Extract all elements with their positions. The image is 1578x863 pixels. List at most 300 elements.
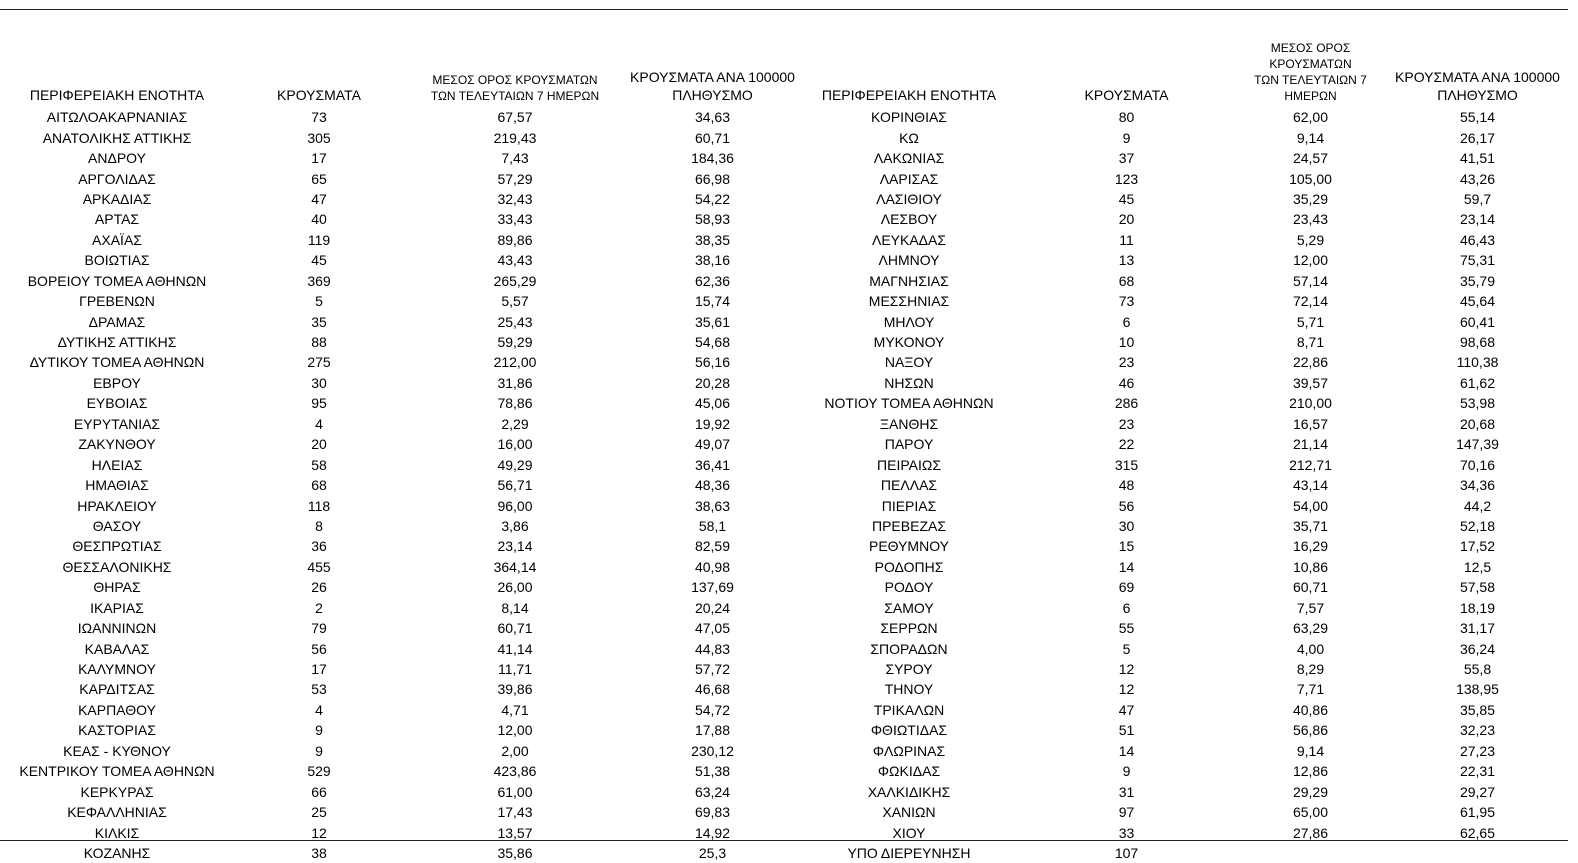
- cases-value-left: 369: [307, 272, 331, 289]
- cases-value-right: 123: [1114, 170, 1139, 187]
- per100k-value-left: 14,92: [694, 824, 731, 841]
- avg7-value-right: 39,57: [1292, 374, 1329, 391]
- table-row: [0, 107, 1568, 127]
- cases-value-left: 26: [311, 579, 327, 596]
- avg7-value-right: 210,00: [1289, 395, 1332, 412]
- header-per100k-left: [626, 40, 799, 107]
- cases-value-left: 53: [311, 681, 327, 698]
- region-name-right: ΚΟΡΙΝΘΙΑΣ: [871, 109, 947, 126]
- table-row: [0, 168, 1568, 188]
- region-name-right: ΜΥΚΟΝΟΥ: [873, 334, 945, 351]
- avg7-value-right: 57,14: [1292, 272, 1329, 289]
- per100k-value-left: 63,24: [694, 783, 731, 800]
- avg7-value-right: 56,86: [1292, 722, 1329, 739]
- avg7-value-left: 59,29: [497, 334, 533, 351]
- region-name-left: ΓΡΕΒΕΝΩΝ: [79, 293, 155, 310]
- cases-value-right: 23: [1118, 415, 1135, 432]
- per100k-value-left: 38,16: [694, 252, 731, 269]
- region-name-right: ΛΗΜΝΟΥ: [878, 252, 940, 269]
- region-name-right: ΡΕΘΥΜΝΟΥ: [868, 538, 949, 555]
- cases-value-left: 17: [311, 661, 327, 678]
- cases-value-right: 286: [1114, 395, 1139, 412]
- per100k-value-left: 58,1: [698, 517, 727, 534]
- per100k-value-left: 15,74: [694, 293, 731, 310]
- cases-value-right: 9: [1122, 129, 1131, 146]
- per100k-value-left: 54,68: [694, 334, 731, 351]
- header-per100k-right: [1387, 40, 1568, 107]
- per100k-value-right: 98,68: [1459, 334, 1496, 351]
- region-name-left: ΚΑΡΠΑΘΟΥ: [78, 701, 156, 718]
- table-row: [0, 598, 1568, 618]
- cases-value-left: 4: [315, 701, 323, 718]
- per100k-value-right: 36,24: [1459, 640, 1496, 657]
- region-name-right: ΛΑΚΩΝΙΑΣ: [873, 150, 945, 167]
- avg7-value-left: 25,43: [497, 313, 533, 330]
- header-avg-right: [1234, 40, 1387, 107]
- per100k-value-left: 56,16: [694, 354, 731, 371]
- per100k-value-right: 34,36: [1459, 477, 1496, 494]
- cases-value-right: 11: [1119, 231, 1134, 248]
- avg7-value-right: 43,14: [1292, 477, 1329, 494]
- cases-value-left: 65: [311, 170, 327, 187]
- avg7-value-right: 16,29: [1292, 538, 1329, 555]
- header-avg-left: [404, 40, 626, 107]
- cases-value-right: 47: [1118, 701, 1135, 718]
- region-name-right: ΤΗΝΟΥ: [884, 681, 934, 698]
- table-row: [0, 679, 1568, 699]
- region-name-left: ΑΝΑΤΟΛΙΚΗΣ ΑΤΤΙΚΗΣ: [42, 129, 192, 146]
- per100k-value-left: 82,59: [694, 538, 731, 555]
- cases-value-left: 35: [311, 313, 327, 330]
- cases-value-left: 58: [311, 456, 327, 473]
- per100k-value-right: 18,19: [1459, 599, 1496, 616]
- cases-value-left: 36: [311, 538, 327, 555]
- avg7-value-left: 61,00: [497, 783, 533, 800]
- per100k-value-left: 17,88: [694, 722, 731, 739]
- per100k-value-right: 57,58: [1459, 579, 1496, 596]
- per100k-value-right: 55,8: [1463, 661, 1492, 678]
- cases-value-left: 12: [311, 824, 327, 841]
- table-row: [0, 414, 1568, 434]
- cases-value-left: 88: [311, 334, 327, 351]
- region-name-right: ΛΑΡΙΣΑΣ: [879, 170, 939, 187]
- region-name-left: ΑΝΔΡΟΥ: [88, 150, 146, 167]
- region-name-left: ΗΜΑΘΙΑΣ: [85, 477, 149, 494]
- avg7-value-left: 56,71: [497, 477, 533, 494]
- cases-value-right: 14: [1118, 742, 1135, 759]
- avg7-value-left: 212,00: [493, 354, 537, 371]
- per100k-value-left: 35,61: [694, 313, 731, 330]
- cases-value-right: 30: [1118, 517, 1135, 534]
- avg7-value-right: 65,00: [1292, 804, 1329, 821]
- region-name-left: ΘΕΣΣΑΛΟΝΙΚΗΣ: [62, 558, 172, 575]
- avg7-value-left: 33,43: [497, 211, 533, 228]
- table-row: [0, 638, 1568, 658]
- cases-value-right: 14: [1118, 558, 1135, 575]
- per100k-value-right: 52,18: [1459, 517, 1496, 534]
- cases-value-left: 17: [311, 150, 327, 167]
- region-name-left: ΕΒΡΟΥ: [93, 374, 141, 391]
- avg7-value-left: 3,86: [501, 517, 529, 534]
- region-name-right: ΣΑΜΟΥ: [884, 599, 934, 616]
- avg7-value-left: 89,86: [497, 231, 533, 248]
- cases-value-right: 56: [1118, 497, 1135, 514]
- table-row: [0, 373, 1568, 393]
- region-name-left: ΚΑΡΔΙΤΣΑΣ: [79, 681, 155, 698]
- region-name-left: ΖΑΚΥΝΘΟΥ: [78, 436, 156, 453]
- cases-value-left: 305: [307, 129, 331, 146]
- cases-value-right: 31: [1118, 783, 1135, 800]
- avg7-value-right: 105,00: [1289, 170, 1332, 187]
- region-name-right: ΥΠΟ ΔΙΕΡΕΥΝΗΣΗ: [847, 844, 971, 861]
- cases-value-left: 275: [307, 354, 331, 371]
- per100k-value-left: 20,24: [694, 599, 731, 616]
- avg7-value-left: 60,71: [497, 620, 533, 637]
- region-name-right: ΜΕΣΣΗΝΙΑΣ: [868, 293, 950, 310]
- per100k-value-left: 45,06: [694, 395, 731, 412]
- region-name-right: ΣΕΡΡΩΝ: [880, 620, 938, 637]
- region-name-right: ΦΛΩΡΙΝΑΣ: [872, 742, 946, 759]
- avg7-value-right: 7,71: [1296, 681, 1325, 698]
- per100k-value-right: 35,85: [1459, 701, 1496, 718]
- region-name-right: ΠΕΙΡΑΙΩΣ: [877, 456, 941, 473]
- cases-value-left: 38: [311, 844, 327, 861]
- avg7-value-left: 7,43: [501, 150, 529, 167]
- avg7-value-left: 67,57: [497, 109, 533, 126]
- region-name-left: ΚΕΑΣ - ΚΥΘΝΟΥ: [63, 742, 171, 759]
- header-avg-line1: ΜΕΣΟΣ ΟΡΟΣ ΚΡΟΥΣΜΑΤΩΝ: [1269, 41, 1352, 71]
- per100k-value-left: 44,83: [694, 640, 731, 657]
- per100k-value-left: 25,3: [698, 844, 727, 861]
- header-cases-right: ΚΡΟΥΣΜΑΤΑ: [1084, 87, 1169, 103]
- region-name-right: ΜΗΛΟΥ: [883, 313, 935, 330]
- avg7-value-right: 16,57: [1292, 415, 1329, 432]
- cases-value-right: 97: [1118, 804, 1135, 821]
- per100k-value-right: 17,52: [1459, 538, 1496, 555]
- cases-value-right: 69: [1118, 579, 1135, 596]
- region-name-left: ΘΕΣΠΡΩΤΙΑΣ: [72, 538, 162, 555]
- avg7-value-left: 96,00: [497, 497, 533, 514]
- table-row: [0, 434, 1568, 454]
- per100k-value-right: 32,23: [1459, 722, 1496, 739]
- table-row: [0, 659, 1568, 679]
- per100k-value-right: 46,43: [1459, 231, 1496, 248]
- table-row: [0, 741, 1568, 761]
- per100k-value-right: 23,14: [1459, 211, 1496, 228]
- per100k-value-left: 49,07: [694, 436, 731, 453]
- table-row: [0, 475, 1568, 495]
- avg7-value-right: 35,29: [1292, 190, 1329, 207]
- avg7-value-right: 4,00: [1296, 640, 1325, 657]
- table-row: [0, 495, 1568, 515]
- avg7-value-left: 16,00: [497, 436, 533, 453]
- region-name-left: ΚΕΡΚΥΡΑΣ: [80, 783, 154, 800]
- cases-value-right: 9: [1122, 763, 1131, 780]
- avg7-value-right: 5,29: [1296, 231, 1325, 248]
- per100k-value-left: 58,93: [694, 211, 731, 228]
- cases-value-right: 315: [1114, 456, 1139, 473]
- avg7-value-right: 10,86: [1292, 558, 1329, 575]
- per100k-value-right: 26,17: [1459, 129, 1496, 146]
- region-name-right: ΛΑΣΙΘΙΟΥ: [876, 190, 942, 207]
- per100k-value-right: 12,5: [1463, 558, 1492, 575]
- per100k-value-right: 70,16: [1459, 456, 1496, 473]
- cases-value-right: 22: [1118, 436, 1135, 453]
- per100k-value-left: 38,35: [694, 231, 731, 248]
- cases-value-right: 20: [1118, 211, 1135, 228]
- region-name-left: ΚΟΖΑΝΗΣ: [83, 844, 151, 861]
- per100k-value-left: 60,71: [694, 129, 731, 146]
- table-row: [0, 557, 1568, 577]
- avg7-value-left: 11,71: [498, 661, 532, 678]
- avg7-value-right: 7,57: [1296, 599, 1325, 616]
- avg7-value-right: 8,71: [1296, 334, 1325, 351]
- avg7-value-right: 62,00: [1292, 109, 1329, 126]
- per100k-value-left: 20,28: [694, 374, 731, 391]
- header-cases-left: ΚΡΟΥΣΜΑΤΑ: [277, 87, 361, 103]
- avg7-value-left: 39,86: [497, 681, 533, 698]
- avg7-value-left: 423,86: [493, 763, 537, 780]
- cases-value-left: 45: [311, 252, 327, 269]
- cases-value-right: 37: [1118, 150, 1135, 167]
- table-row: [0, 516, 1568, 536]
- cases-value-left: 5: [315, 293, 323, 310]
- region-name-left: ΑΡΚΑΔΙΑΣ: [82, 190, 152, 207]
- cases-value-left: 8: [315, 517, 323, 534]
- cases-value-right: 23: [1118, 354, 1135, 371]
- cases-value-left: 68: [311, 477, 327, 494]
- avg7-value-left: 8,14: [501, 599, 529, 616]
- table-row: [0, 332, 1568, 352]
- region-name-right: ΝΑΞΟΥ: [884, 354, 934, 371]
- header-region-left: ΠΕΡΙΦΕΡΕΙΑΚΗ ΕΝΟΤΗΤΑ: [29, 87, 205, 103]
- header-per-line2: ΠΛΗΘΥΣΜΟ: [672, 87, 753, 103]
- cases-value-left: 2: [315, 599, 323, 616]
- region-name-left: ΒΟΡΕΙΟΥ ΤΟΜΕΑ ΑΘΗΝΩΝ: [27, 272, 207, 289]
- header-avg-line1: ΜΕΣΟΣ ΟΡΟΣ ΚΡΟΥΣΜΑΤΩΝ: [432, 73, 598, 87]
- region-name-left: ΗΡΑΚΛΕΙΟΥ: [77, 497, 157, 514]
- per100k-value-right: 20,68: [1459, 415, 1496, 432]
- region-name-right: ΡΟΔΟΠΗΣ: [874, 558, 944, 575]
- avg7-value-right: 9,14: [1296, 129, 1325, 146]
- table-row: [0, 189, 1568, 209]
- cases-value-left: 118: [307, 497, 331, 514]
- region-name-right: ΠΕΛΛΑΣ: [880, 477, 938, 494]
- cases-value-left: 95: [311, 395, 327, 412]
- cases-value-left: 4: [315, 415, 323, 432]
- avg7-value-right: 22,86: [1292, 354, 1329, 371]
- table-row: [0, 291, 1568, 311]
- avg7-value-left: 35,86: [497, 844, 533, 861]
- region-name-left: ΑΡΓΟΛΙΔΑΣ: [78, 170, 156, 187]
- region-name-right: ΝΗΣΩΝ: [884, 374, 934, 391]
- region-name-right: ΚΩ: [899, 129, 919, 146]
- header-region-right: ΠΕΡΙΦΕΡΕΙΑΚΗ ΕΝΟΤΗΤΑ: [821, 87, 997, 103]
- avg7-value-right: 40,86: [1292, 701, 1329, 718]
- avg7-value-left: 364,14: [493, 558, 537, 575]
- avg7-value-left: 49,29: [497, 456, 533, 473]
- per100k-value-left: 184,36: [691, 150, 734, 167]
- table-row: [0, 536, 1568, 556]
- header-per-line1: ΚΡΟΥΣΜΑΤΑ ΑΝΑ 100000: [1395, 69, 1560, 85]
- per100k-value-left: 54,72: [694, 701, 731, 718]
- table-row: [0, 454, 1568, 474]
- top-border-line: [0, 9, 1568, 10]
- cases-value-right: 13: [1118, 252, 1135, 269]
- per100k-value-right: 31,17: [1459, 620, 1496, 637]
- table-row: [0, 393, 1568, 413]
- cases-value-right: 5: [1122, 640, 1131, 657]
- cases-value-left: 66: [311, 783, 327, 800]
- cases-value-right: 45: [1118, 190, 1135, 207]
- per100k-value-right: 43,26: [1459, 170, 1496, 187]
- table-body: [0, 107, 1568, 863]
- cases-value-left: 79: [311, 620, 327, 637]
- per100k-value-right: 61,62: [1459, 374, 1496, 391]
- table-row: [0, 148, 1568, 168]
- per100k-value-left: 34,63: [694, 109, 731, 126]
- cases-value-right: 48: [1118, 477, 1135, 494]
- avg7-value-left: 23,14: [497, 538, 533, 555]
- per100k-value-right: 45,64: [1459, 293, 1496, 310]
- region-name-left: ΑΙΤΩΛΟΑΚΑΡΝΑΝΙΑΣ: [46, 109, 188, 126]
- cases-value-right: 33: [1118, 824, 1135, 841]
- avg7-value-left: 2,29: [501, 415, 529, 432]
- table-row: [0, 700, 1568, 720]
- cases-value-left: 56: [311, 640, 327, 657]
- avg7-value-right: 24,57: [1292, 150, 1329, 167]
- cases-value-left: 47: [311, 190, 327, 207]
- cases-value-right: 80: [1118, 109, 1135, 126]
- table-row: [0, 843, 1568, 863]
- avg7-value-right: 5,71: [1296, 313, 1325, 330]
- table-row: [0, 761, 1568, 781]
- cases-value-right: 107: [1114, 844, 1139, 861]
- table-row: [0, 577, 1568, 597]
- per100k-value-left: 54,22: [694, 190, 731, 207]
- region-name-right: ΣΥΡΟΥ: [885, 661, 933, 678]
- avg7-value-left: 26,00: [497, 579, 533, 596]
- bottom-border-line: [0, 840, 1568, 841]
- region-name-left: ΒΟΙΩΤΙΑΣ: [84, 252, 150, 269]
- per100k-value-right: 75,31: [1459, 252, 1496, 269]
- avg7-value-right: 12,00: [1292, 252, 1329, 269]
- region-name-right: ΠΑΡΟΥ: [884, 436, 934, 453]
- region-name-right: ΝΟΤΙΟΥ ΤΟΜΕΑ ΑΘΗΝΩΝ: [824, 395, 994, 412]
- per100k-value-right: 53,98: [1459, 395, 1496, 412]
- region-name-right: ΤΡΙΚΑΛΩΝ: [873, 701, 945, 718]
- per100k-value-left: 51,38: [694, 763, 731, 780]
- avg7-value-left: 12,00: [497, 722, 533, 739]
- per100k-value-left: 230,12: [691, 742, 734, 759]
- region-name-right: ΡΟΔΟΥ: [884, 579, 934, 596]
- avg7-value-right: 9,14: [1296, 742, 1325, 759]
- per100k-value-right: 27,23: [1459, 742, 1496, 759]
- cases-value-right: 6: [1122, 599, 1131, 616]
- region-name-left: ΕΥΒΟΙΑΣ: [86, 395, 148, 412]
- per100k-value-right: 22,31: [1459, 763, 1496, 780]
- header-avg-line2: ΤΩΝ ΤΕΛΕΥΤΑΙΩΝ 7 ΗΜΕΡΩΝ: [1254, 73, 1367, 103]
- table-row: [0, 311, 1568, 331]
- region-name-left: ΚΑΒΑΛΑΣ: [84, 640, 150, 657]
- table-row: [0, 720, 1568, 740]
- region-name-right: ΛΕΥΚΑΔΑΣ: [871, 231, 947, 248]
- cases-value-left: 9: [315, 742, 323, 759]
- avg7-value-right: 63,29: [1292, 620, 1329, 637]
- region-name-left: ΔΡΑΜΑΣ: [88, 313, 146, 330]
- table-row: [0, 781, 1568, 801]
- per100k-value-left: 66,98: [694, 170, 731, 187]
- cases-value-left: 25: [311, 804, 327, 821]
- region-name-right: ΣΠΟΡΑΔΩΝ: [870, 640, 948, 657]
- avg7-value-right: 212,71: [1289, 456, 1332, 473]
- per100k-value-left: 62,36: [694, 272, 731, 289]
- per100k-value-right: 29,27: [1459, 783, 1496, 800]
- per100k-value-right: 44,2: [1463, 497, 1492, 514]
- cases-value-right: 12: [1118, 661, 1135, 678]
- region-name-left: ΔΥΤΙΚΟΥ ΤΟΜΕΑ ΑΘΗΝΩΝ: [29, 354, 205, 371]
- per100k-value-right: 35,79: [1459, 272, 1496, 289]
- per100k-value-left: 47,05: [694, 620, 731, 637]
- per100k-value-right: 138,95: [1456, 681, 1499, 698]
- table-row: [0, 271, 1568, 291]
- per100k-value-left: 48,36: [694, 477, 731, 494]
- region-name-right: ΠΡΕΒΕΖΑΣ: [871, 517, 946, 534]
- avg7-value-right: 35,71: [1292, 517, 1329, 534]
- avg7-value-left: 31,86: [497, 374, 533, 391]
- table-row: [0, 230, 1568, 250]
- per100k-value-left: 40,98: [694, 558, 731, 575]
- avg7-value-right: 72,14: [1292, 293, 1329, 310]
- region-name-right: ΧΑΛΚΙΔΙΚΗΣ: [867, 783, 951, 800]
- avg7-value-right: 29,29: [1292, 783, 1329, 800]
- region-name-left: ΙΩΑΝΝΙΝΩΝ: [77, 620, 157, 637]
- cases-value-right: 10: [1118, 334, 1135, 351]
- region-name-left: ΗΛΕΙΑΣ: [91, 456, 143, 473]
- avg7-value-left: 41,14: [497, 640, 533, 657]
- table-row: [0, 250, 1568, 270]
- header-avg-line2: ΤΩΝ ΤΕΛΕΥΤΑΙΩΝ 7 ΗΜΕΡΩΝ: [430, 89, 600, 103]
- region-name-left: ΕΥΡΥΤΑΝΙΑΣ: [73, 415, 161, 432]
- cases-value-left: 119: [307, 231, 331, 248]
- region-name-right: ΧΑΝΙΩΝ: [882, 804, 936, 821]
- avg7-value-left: 265,29: [493, 272, 537, 289]
- per100k-value-left: 137,69: [691, 579, 734, 596]
- region-name-left: ΚΕΦΑΛΛΗΝΙΑΣ: [67, 804, 167, 821]
- cases-value-left: 455: [307, 558, 331, 575]
- region-name-left: ΘΗΡΑΣ: [93, 579, 141, 596]
- avg7-value-right: 21,14: [1292, 436, 1329, 453]
- cases-value-right: 73: [1118, 293, 1135, 310]
- region-name-left: ΙΚΑΡΙΑΣ: [90, 599, 144, 616]
- per100k-value-right: 61,95: [1459, 804, 1496, 821]
- cases-value-right: 15: [1118, 538, 1135, 555]
- cases-value-right: 46: [1118, 374, 1135, 391]
- cases-value-right: 68: [1118, 272, 1135, 289]
- avg7-value-right: [1234, 843, 1387, 863]
- region-name-right: ΦΘΙΩΤΙΔΑΣ: [870, 722, 948, 739]
- region-name-right: ΜΑΓΝΗΣΙΑΣ: [869, 272, 949, 289]
- header-per-line2: ΠΛΗΘΥΣΜΟ: [1437, 87, 1518, 103]
- avg7-value-left: 43,43: [497, 252, 533, 269]
- region-name-left: ΚΙΛΚΙΣ: [94, 824, 140, 841]
- region-name-left: ΑΡΤΑΣ: [94, 211, 140, 228]
- per100k-value-right: [1387, 843, 1568, 863]
- cases-value-right: 6: [1122, 313, 1131, 330]
- avg7-value-left: 219,43: [493, 129, 537, 146]
- cases-value-right: 51: [1118, 722, 1135, 739]
- header-per-line1: ΚΡΟΥΣΜΑΤΑ ΑΝΑ 100000: [630, 69, 795, 85]
